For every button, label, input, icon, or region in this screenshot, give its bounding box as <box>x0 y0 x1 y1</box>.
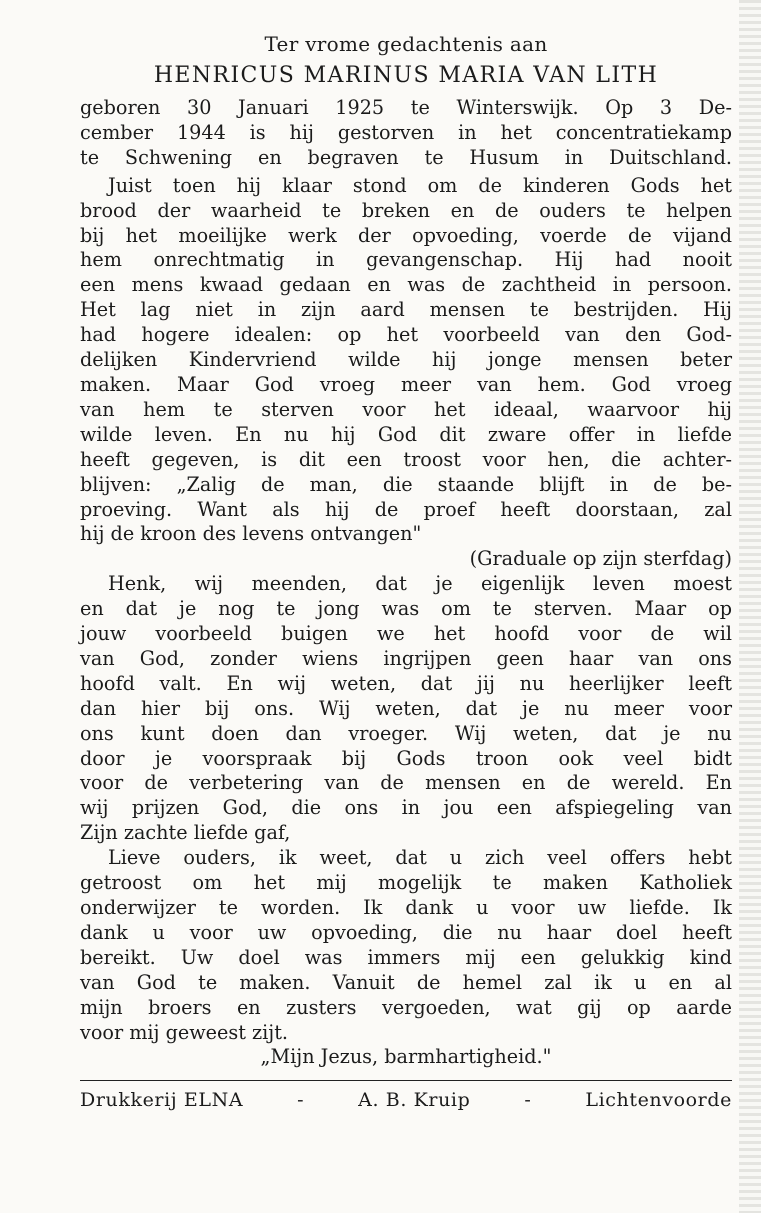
text-line: bereikt. Uw doel was immers mij een gelukkig kind <box>80 945 732 969</box>
text-line: brood der waarheid te breken en de ouders te helpen <box>80 198 732 222</box>
text-line: bij het moeilijke werk der opvoeding, voerde de vijand <box>80 223 732 247</box>
text-line: dan hier bij ons. Wij weten, dat je nu meer voor <box>80 696 732 720</box>
deceased-name: HENRICUS MARINUS MARIA VAN LITH <box>153 63 659 88</box>
text-line: delijken Kindervriend wilde hij jonge mensen beter <box>80 348 732 372</box>
scanned-edge <box>739 0 761 1213</box>
text-line: hem onrechtmatig in gevangenschap. Hij had nooit <box>80 248 732 272</box>
text-line: van God, zonder wiens ingrijpen geen haar van ons <box>80 646 732 670</box>
printer-footer <box>80 1087 732 1113</box>
text-line: proeving. Want als hij de proef heeft doorstaan, zal <box>80 497 732 521</box>
text-line: Lieve ouders, ik weet, dat u zich veel offers hebt <box>108 846 732 870</box>
closing-prayer: „Mijn Jezus, barmhartigheid." <box>260 1045 552 1069</box>
separator: - <box>297 1089 305 1112</box>
text-line: dank u voor uw opvoeding, die nu haar doel heeft <box>80 920 732 944</box>
text-line: hoofd valt. En wij weten, dat jij nu heerlijker leeft <box>80 671 732 695</box>
text-line: van God te maken. Vanuit de hemel zal ik u en al <box>80 970 732 994</box>
intro-paragraph <box>80 96 732 171</box>
body-paragraph-2 <box>80 572 732 846</box>
text-line: mijn broers en zusters vergoeden, wat gij op aarde <box>80 995 732 1019</box>
text-line: cember 1944 is hij gestorven in het concentratiekamp <box>80 120 732 144</box>
separator: - <box>524 1089 532 1112</box>
text-line: geboren 30 Januari 1925 te Winterswijk. Op 3 De- <box>80 96 732 119</box>
text-line: ons kunt doen dan vroeger. Wij weten, dat je nu <box>80 721 732 745</box>
text-line: onderwijzer te worden. Ik dank u voor uw liefde. Ik <box>80 896 732 919</box>
body-paragraph-3 <box>80 846 732 1070</box>
text-line: Zijn zachte liefde gaf, <box>80 821 291 845</box>
text-line: een mens kwaad gedaan en was de zachtheid in persoon. <box>80 273 732 297</box>
text-line: door je voorspraak bij Gods troon ook veel bidt <box>80 746 732 770</box>
card-heading: Ter vrome gedachtenis aan <box>264 32 548 56</box>
card-content <box>80 30 732 1113</box>
text-line: en dat je nog te jong was om te sterven. Maar op <box>80 597 732 621</box>
text-line: maken. Maar God vroeg meer van hem. God vroeg <box>80 372 732 396</box>
text-line: heeft gegeven, is dit een troost voor hen, die achter- <box>80 447 732 471</box>
text-line: Het lag niet in zijn aard mensen te bestrijden. Hij <box>80 298 732 322</box>
body-paragraph-1 <box>80 174 732 573</box>
text-line: voor de verbetering van de mensen en de wereld. En <box>80 771 732 795</box>
printer-place: Lichtenvoorde <box>585 1089 732 1112</box>
publisher-name: A. B. Kruip <box>358 1089 471 1112</box>
citation: (Graduale op zijn sterfdag) <box>469 547 732 571</box>
text-line: Henk, wij meenden, dat je eigenlijk leven moest <box>108 572 732 596</box>
text-line: te Schwening en begraven te Husum in Duitschland. <box>80 145 732 169</box>
text-line: getroost om het mij mogelijk te maken Katholiek <box>80 871 732 895</box>
printer-name: Drukkerij ELNA <box>80 1089 244 1112</box>
text-line: hij de kroon des levens ontvangen" <box>80 522 422 546</box>
text-line: wilde leven. En nu hij God dit zware offer in liefde <box>80 422 732 446</box>
text-line: van hem te sterven voor het ideaal, waarvoor hij <box>80 397 732 421</box>
text-line: Juist toen hij klaar stond om de kinderen Gods het <box>108 173 732 197</box>
text-line: wij prijzen God, die ons in jou een afspiegeling van <box>80 796 732 820</box>
footer-divider <box>80 1080 732 1081</box>
text-line: jouw voorbeeld buigen we het hoofd voor de wil <box>80 622 732 646</box>
text-line: blijven: „Zalig de man, die staande blijft in de be- <box>80 472 732 496</box>
text-line: voor mij geweest zijt. <box>80 1020 289 1044</box>
text-line: had hogere idealen: op het voorbeeld van den God- <box>80 323 732 347</box>
